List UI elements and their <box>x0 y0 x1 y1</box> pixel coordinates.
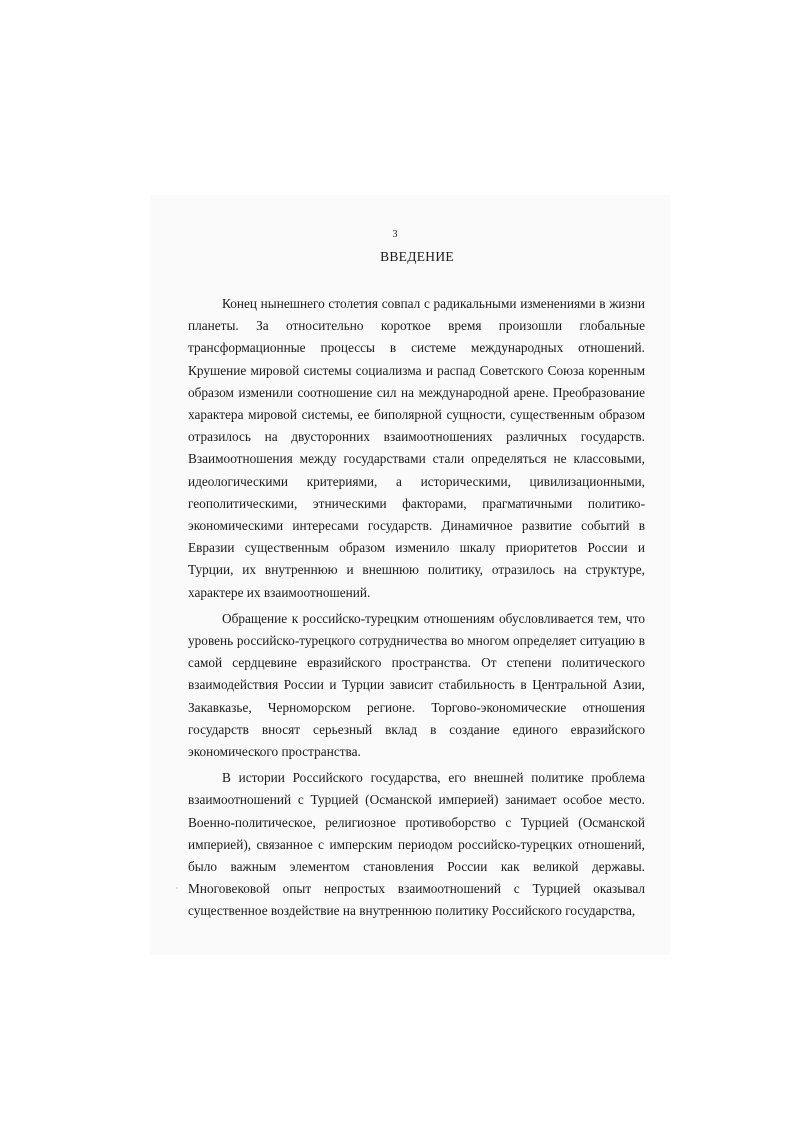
page-number: 3 <box>392 229 398 240</box>
paragraph: Обращение к российско-турецким отношениям обусловливается тем, что уровень российско-турецкого сотрудничества во многом определяет ситуацию в самой сердцевине евразийского пространства. От степени политического взаимодействия России и Турции зависит стабильность в Центральной Азии, Закавказье, Черноморском регионе. Торгово-экономические отношения государств вносят серьезный вклад в создание единого евразийского экономического пространства. <box>188 610 645 760</box>
section-heading: ВВЕДЕНИЕ <box>380 249 454 264</box>
body-text <box>188 293 645 923</box>
paragraph: Конец нынешнего столетия совпал с радикальными изменениями в жизни планеты. За относительно короткое время произошли глобальные трансформационные процессы в системе международных отношений. Крушение мировой системы социализма и распад Советского Союза коренным образом изменили соотношение сил на международной арене. Преобразование характера мировой системы, ее биполярной сущности, существенным образом отразилось на двусторонних взаимоотношениях различных государств. Взаимоотношения между государствами стали определяться не классовыми, идеологическими критериями, а историческими, цивилизационными, геополитическими, этническими факторами, прагматичными политико-экономическими интересами государств. Динамичное развитие событий в Евразии существенным образом изменило шкалу приоритетов России и Турции, их внутреннюю и внешнюю политику, отразилось на структуре, характере их взаимоотношений. <box>188 296 645 600</box>
paragraph: В истории Российского государства, его внешней политике проблема взаимоотношений с Турцией (Османской империей) занимает особое место. Военно-политическое, религиозное противоборство с Турцией (Османской империей), связанное с имперским периодом российско-турецких отношений, было важным элементом становления России как великой державы. Многовековой опыт непростых взаимоотношений с Турцией оказывал существенное воздействие на внутреннюю политику Российского государства, <box>188 770 645 919</box>
scan-speck <box>176 887 178 889</box>
